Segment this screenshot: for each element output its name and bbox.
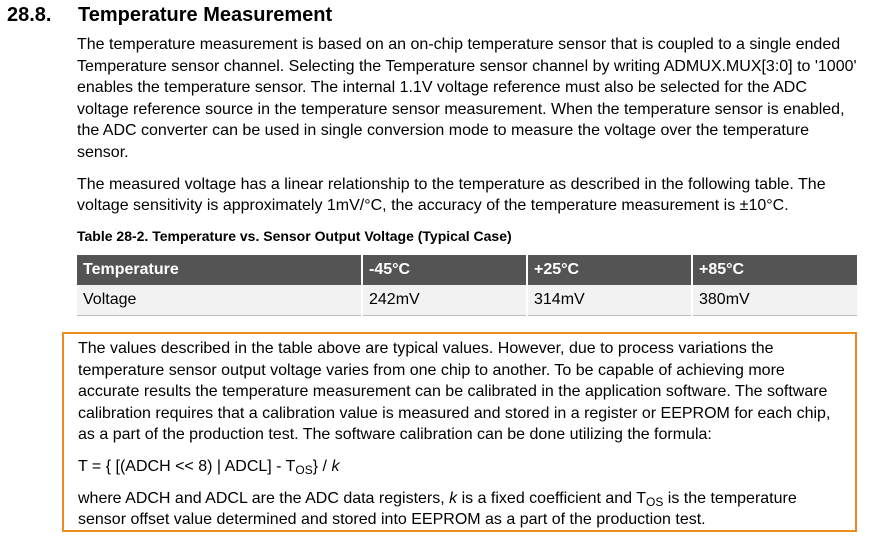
cell-voltage-label: Voltage: [77, 285, 362, 316]
where-part-2: is a fixed coefficient and T: [457, 489, 646, 507]
calibration-paragraph: The values described in the table above are typical values. However, due to process variations the temperature sensor output voltage varies from one chip to another. To be capable of achieving more accurate results the temperature measurement can be calibrated in the application software. The software calibration requires that a calibration value is measured and stored in a register or EEPROM for each chip, as a part of the production test. The software calibration can be done utilizing the formula:: [78, 340, 831, 444]
section-number: 28.8.: [7, 4, 52, 26]
where-part-1: where ADCH and ADCL are the ADC data registers,: [78, 489, 450, 507]
table-caption: Table 28-2. Temperature vs. Sensor Output Voltage (Typical Case): [77, 227, 512, 244]
header-minus45: -45°C: [362, 255, 527, 285]
formula-prefix: T = { [(ADCH << 8) | ADCL] - T: [78, 457, 296, 475]
where-part-3: is the temperature sensor offset value determined and stored into EEPROM as a part of the production test.: [78, 489, 797, 529]
formula-suffix: } /: [312, 457, 332, 475]
formula-subscript: OS: [295, 462, 313, 477]
calibration-formula: [78, 456, 848, 478]
table-row: [77, 285, 857, 316]
linear-relationship-paragraph: The measured voltage has a linear relationship to the temperature as described in the following table. The voltage sensitivity is approximately 1mV/°C, the accuracy of the temperature measurement is ±10°C.: [77, 175, 826, 215]
where-k: k: [449, 489, 458, 507]
cell-voltage-plus85: 380mV: [692, 285, 857, 316]
section-title: Temperature Measurement: [78, 4, 333, 26]
section-content: [77, 34, 857, 316]
cell-voltage-minus45: 242mV: [362, 285, 527, 316]
header-plus25: +25°C: [527, 255, 692, 285]
header-plus85: +85°C: [692, 255, 857, 285]
temperature-voltage-table: [77, 255, 857, 316]
table-header-row: [77, 255, 857, 285]
calibration-note-box: [62, 332, 857, 532]
where-paragraph: [78, 488, 848, 531]
section-heading: [7, 4, 332, 27]
intro-paragraph: The temperature measurement is based on an on-chip temperature sensor that is coupled to a single ended Temperature sensor channel. Selecting the Temperature sensor channel by writing ADMUX.MUX[3:0] to '1000' enables the temperature sensor. The internal 1.1V voltage reference must also be selected for the ADC voltage reference source in the temperature sensor measurement. When the temperature sensor is enabled, the ADC converter can be used in single conversion mode to measure the voltage over the temperature sensor.: [77, 36, 857, 161]
where-subscript: OS: [646, 494, 664, 509]
cell-voltage-plus25: 314mV: [527, 285, 692, 316]
header-temperature: Temperature: [77, 255, 362, 285]
formula-k: k: [331, 457, 340, 475]
calibration-note: [78, 338, 848, 531]
